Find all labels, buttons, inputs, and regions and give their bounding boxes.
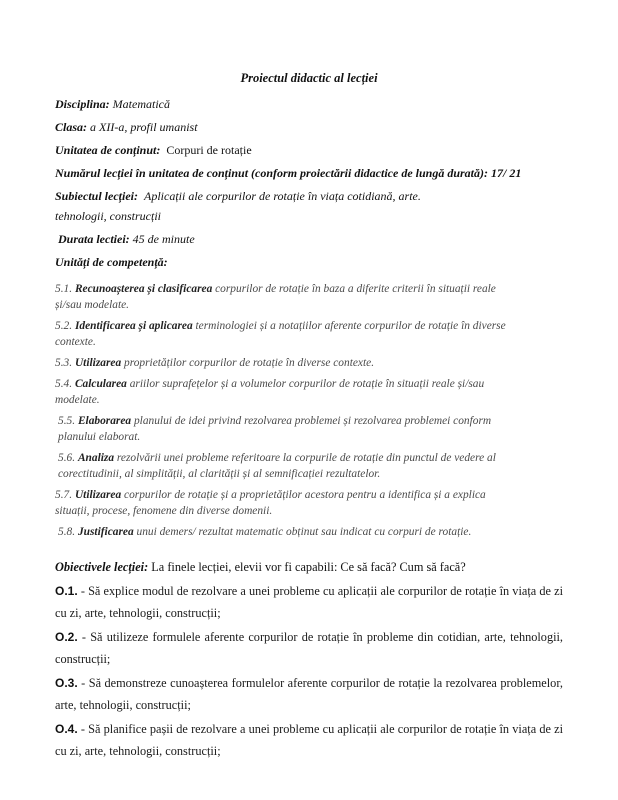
competence-number: 5.6. — [58, 452, 76, 464]
field-value: Aplicații ale corpurilor de rotație în viața cotidiană, arte. — [144, 189, 421, 203]
competence-text: corpurilor de rotație în baza a diferite criterii în situații reale — [215, 283, 496, 295]
objectives-intro: La finele lecției, elevii vor fi capabili: Ce să facă? Cum să facă? — [151, 560, 466, 574]
objective-code: O.2. — [55, 630, 78, 644]
field-subiectul-continuation: tehnologii, construcții — [55, 209, 161, 223]
competence-verb: Elaborarea — [77, 415, 132, 427]
field-value: Corpuri de rotație — [166, 143, 252, 157]
document-page — [55, 70, 563, 764]
competence-text: ariilor suprafețelor și a volumelor corpurilor de rotație în situații reale și/sau — [129, 378, 485, 390]
field-disciplina — [55, 96, 563, 112]
competence-number: 5.4. — [55, 378, 73, 390]
competence-text: unui demers/ rezultat matematic obținut sau indicat cu corpuri de rotație. — [136, 526, 472, 538]
field-unitati — [55, 254, 563, 270]
field-durata — [55, 231, 563, 247]
competence-text-continuation: situații, procese, fenomene din diverse domenii. — [55, 505, 273, 517]
field-label: Clasa: — [55, 120, 88, 134]
competence-text-continuation: planului elaborat. — [58, 431, 141, 443]
document-title: Proiectul didactic al lecției — [240, 71, 378, 85]
field-numarul — [55, 165, 563, 181]
field-unitatea — [55, 142, 563, 158]
competence-item — [55, 413, 563, 445]
competence-item — [55, 450, 563, 482]
field-value: Matematică — [112, 97, 170, 111]
objective-code: O.3. — [55, 676, 78, 690]
objectives-heading — [55, 559, 563, 575]
competence-text: proprietăților corpurilor de rotație în diverse contexte. — [124, 357, 375, 369]
objective-code: O.1. — [55, 584, 78, 598]
objective-text: - Să explice modul de rezolvare a unei probleme cu aplicații ale corpurilor de rotație în viața de zi cu zi, arte, tehnologii, construcții; — [55, 584, 563, 620]
competence-text-continuation: și/sau modelate. — [55, 299, 130, 311]
competence-verb: Calcularea — [74, 378, 127, 390]
competence-number: 5.3. — [55, 357, 73, 369]
objectives-list — [55, 580, 563, 762]
objective-item — [55, 718, 563, 762]
competence-number: 5.7. — [55, 489, 73, 501]
competence-text: planului de idei privind rezolvarea problemei și rezolvarea problemei conform — [133, 415, 492, 427]
competence-text-continuation: contexte. — [55, 336, 96, 348]
objective-item — [55, 626, 563, 670]
competence-number: 5.8. — [58, 526, 76, 538]
competence-verb: Utilizarea — [74, 357, 122, 369]
competence-number: 5.5. — [58, 415, 76, 427]
objectives-label: Obiectivele lecției: — [55, 560, 149, 574]
competence-text-continuation: corectitudinii, al simplității, al clarității și al semnificației rezultatelor. — [58, 468, 381, 480]
competence-number: 5.2. — [55, 320, 73, 332]
competence-text: corpurilor de rotație și a proprietăților acestora pentru a identifica și a explica — [124, 489, 486, 501]
competence-verb: Utilizarea — [74, 489, 122, 501]
competence-item — [55, 524, 563, 540]
competence-verb: Analiza — [77, 452, 115, 464]
competence-item — [55, 487, 563, 519]
competence-verb: Identificarea și aplicarea — [74, 320, 193, 332]
field-value: a XII-a, profil umanist — [90, 120, 198, 134]
competence-list — [55, 281, 563, 540]
competence-verb: Recunoașterea și clasificarea — [74, 283, 213, 295]
objective-text: - Să utilizeze formulele aferente corpurilor de rotație în probleme din cotidian, arte, tehnologii, construcții; — [55, 630, 564, 666]
objective-text: - Să planifice pașii de rezolvare a unei probleme cu aplicații ale corpurilor de rotație în viața de zi cu zi, arte, tehnologii, construcții; — [55, 722, 564, 758]
field-label: Numărul lecției în unitatea de conținut (conform proiectării didactice de lungă durată): 17/ 21 — [55, 166, 522, 180]
field-label: Durata lectiei: — [58, 232, 130, 246]
competence-item — [55, 355, 563, 371]
competence-text: rezolvării unei probleme referitoare la corpurile de rotație din punctul de vedere al — [116, 452, 496, 464]
competence-item — [55, 281, 563, 313]
field-label: Unitatea de conținut: — [55, 143, 161, 157]
competence-item — [55, 318, 563, 350]
field-label: Subiectul lecției: — [55, 189, 138, 203]
field-subiectul — [55, 188, 563, 204]
field-value: 45 de minute — [132, 232, 195, 246]
objective-text: - Să demonstreze cunoașterea formulelor aferente corpurilor de rotație la rezolvarea problemelor, arte, tehnologii, construcții; — [55, 676, 564, 712]
objective-item — [55, 580, 563, 624]
field-label: Disciplina: — [55, 97, 110, 111]
competence-number: 5.1. — [55, 283, 73, 295]
competence-text-continuation: modelate. — [55, 394, 100, 406]
competence-text: terminologiei și a notațiilor aferente corpurilor de rotație în diverse — [195, 320, 506, 332]
objective-item — [55, 672, 563, 716]
competence-item — [55, 376, 563, 408]
competence-verb: Justificarea — [77, 526, 134, 538]
section-heading: Unități de competență: — [55, 255, 168, 269]
objective-code: O.4. — [55, 722, 78, 736]
field-clasa — [55, 119, 563, 135]
